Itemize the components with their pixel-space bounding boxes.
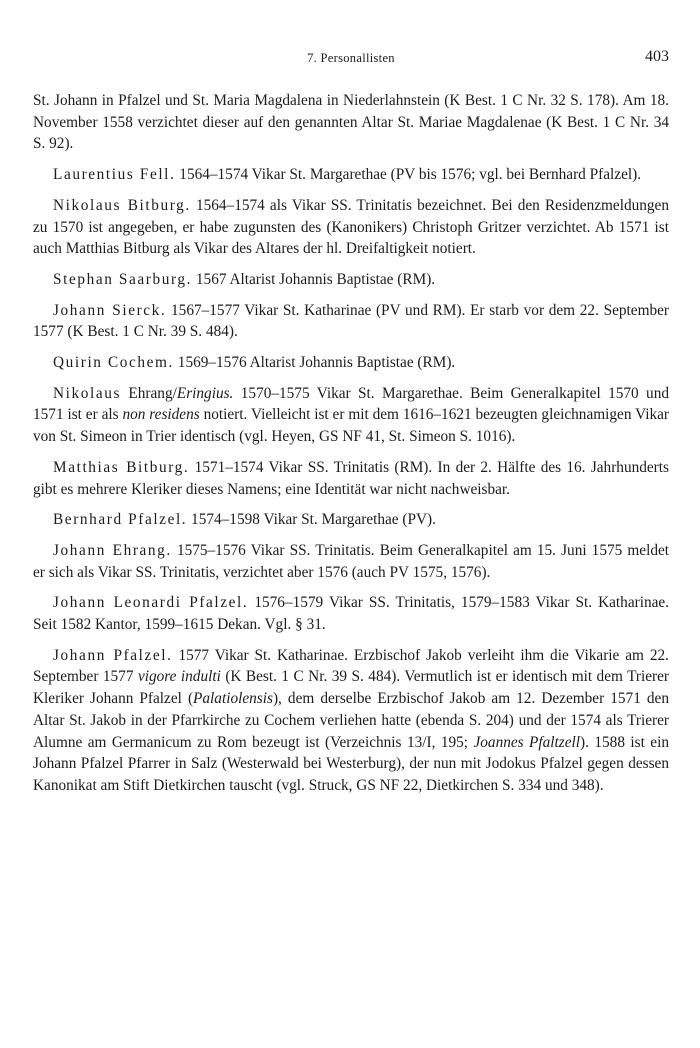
person-name: Johann Ehrang.: [53, 541, 172, 559]
continued-paragraph: [33, 90, 669, 155]
text-run: Ehrang/: [121, 384, 177, 402]
person-name: Nikolaus: [53, 384, 122, 402]
person-entry: [33, 645, 669, 797]
text-run: 1567–1577 Vikar St. Katharinae (PV und RM). Er starb vor dem 22. September 1577 (K Best. 1 C Nr. 39 S. 484).: [33, 301, 669, 341]
running-head: [33, 48, 669, 70]
text-run: 1567 Altarist Johannis Baptistae (RM).: [192, 270, 436, 288]
person-entry: [33, 383, 669, 448]
person-entry: [33, 269, 669, 291]
person-entry: [33, 300, 669, 343]
person-name: Bernhard Pfalzel.: [53, 511, 188, 529]
person-entry: [33, 352, 669, 374]
text-run: 1576–1579 Vikar SS. Trinitatis, 1579–1583 Vikar St. Katharinae. Seit 1582 Kantor, 1599–1615 Dekan. Vgl. § 31.: [33, 594, 670, 634]
text-run: 1577 Vikar St. Katharinae. Erzbischof Jakob verleiht ihm die Vikarie am 22. September 1577: [33, 646, 669, 686]
person-entry: [33, 195, 669, 260]
person-name: Stephan Saarburg.: [53, 270, 193, 288]
person-name: Johann Leonardi Pfalzel.: [53, 594, 249, 612]
text-run: 1571–1574 Vikar SS. Trinitatis (RM). In der 2. Hälfte des 16. Jahrhunderts gibt es mehrere Kleriker dieses Namens; eine Identität war nicht nachweisbar.: [33, 458, 669, 498]
person-name: Quirin Cochem.: [53, 354, 174, 372]
person-name: Johann Sierck.: [53, 301, 167, 319]
italic-text: Joannes Pfaltzell: [473, 733, 581, 751]
person-entry: [33, 540, 669, 583]
text-run: notiert. Vielleicht ist er mit dem 1616–1621 bezeugten gleichnamigen Vikar von St. Simeon in Trier identisch (vgl. Heyen, GS NF 41, St. Simeon S. 1016).: [33, 406, 669, 446]
text-run: 1564–1574 Vikar St. Margarethae (PV bis 1576; vgl. bei Bernhard Pfalzel).: [175, 166, 642, 184]
person-name: Matthias Bitburg.: [53, 458, 190, 476]
person-name: Johann Pfalzel.: [53, 646, 173, 664]
text-run: 1570–1575 Vikar St. Margarethae. Beim Generalkapitel 1570 und 1571 ist er als: [33, 384, 669, 424]
body-text: [33, 90, 669, 806]
text-run: 1575–1576 Vikar SS. Trinitatis. Beim Generalkapitel am 15. Juni 1575 meldet er sich als Vikar SS. Trinitatis, verzichtet aber 1576 (auch PV 1575, 1576).: [33, 541, 670, 581]
person-name: Laurentius Fell.: [53, 166, 176, 184]
text-run: ). 1588 ist ein Johann Pfalzel Pfarrer in Salz (Westerwald bei Westerburg), der nun mit Jodokus Pfalzel gegen dessen Kanonikat am Stift Dietkirchen tauscht (vgl. Struck, GS NF 22, Dietkirchen S. 334 und 348).: [33, 733, 669, 794]
person-name: Nikolaus Bitburg.: [53, 196, 191, 214]
italic-text: vigore indulti: [137, 668, 221, 686]
person-entry: [33, 509, 669, 531]
italic-text: Eringius.: [176, 384, 234, 402]
text-run: 1574–1598 Vikar St. Margarethae (PV).: [187, 511, 436, 529]
running-head-title: 7. Personallisten: [307, 51, 395, 65]
text-run: 1569–1576 Altarist Johannis Baptistae (RM).: [173, 354, 456, 372]
text-run: 1564–1574 als Vikar SS. Trinitatis bezeichnet. Bei den Residenzmeldungen zu 1570 ist angegeben, er habe zugunsten des (Kanonikers) Christoph Gritzer verzichtet. Ab 1571 ist auch Matthias Bitburg als Vikar des Altares der hl. Dreifaltigkeit notiert.: [33, 196, 669, 258]
page-number: 403: [645, 48, 669, 65]
text-run: ), dem derselbe Erzbischof Jakob am 12. Dezember 1571 den Altar St. Jakob in der Pfarrkirche zu Cochem verliehen hatte (ebenda S. 204) und der 1574 als Trierer Alumne am Germanicum zu Rom bezeugt ist (Verzeichnis 13/I, 195;: [33, 690, 669, 751]
text-run: St. Johann in Pfalzel und St. Maria Magdalena in Niederlahnstein (K Best. 1 C Nr. 32 S. 178). Am 18. November 1558 verzichtet dieser auf den genannten Altar St. Mariae Magdalenae (K Best. 1 C Nr. 34 S. 92).: [33, 92, 669, 153]
person-entry: [33, 457, 669, 500]
person-entry: [33, 164, 669, 186]
italic-text: Palatiolensis: [193, 690, 273, 708]
person-entry: [33, 592, 669, 635]
text-run: (K Best. 1 C Nr. 39 S. 484). Vermutlich ist er identisch mit dem Trierer Kleriker Johann Pfalzel (: [33, 668, 669, 708]
italic-text: non residens: [122, 406, 200, 424]
